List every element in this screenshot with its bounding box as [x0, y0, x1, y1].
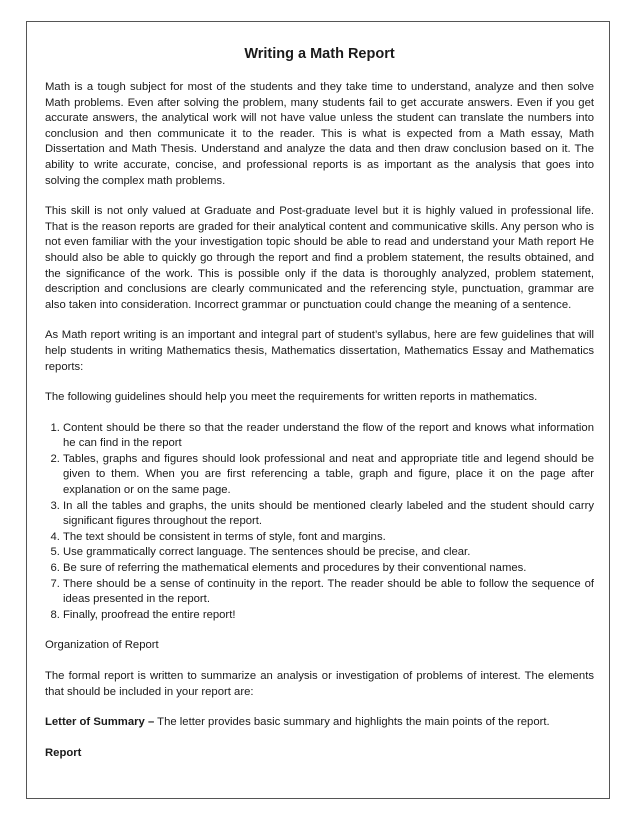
organization-text: The formal report is written to summarize an analysis or investigation of problems of interest. The elements that should be included in your report are:: [45, 670, 594, 698]
guideline-item: 6. Be sure of referring the mathematical elements and procedures by their conventional names.: [63, 561, 594, 577]
organization-heading: Organization of Report: [45, 639, 159, 652]
letter-of-summary-label: Letter of Summary –: [45, 716, 155, 729]
guidelines-list: [45, 421, 594, 624]
letter-of-summary-text: The letter provides basic summary and highlights the main points of the report.: [154, 716, 550, 729]
paragraph-guidelines-intro: The following guidelines should help you meet the requirements for written reports in mathematics.: [45, 391, 538, 404]
guideline-item: 7. There should be a sense of continuity in the report. The reader should be able to follow the sequence of ideas presented in the report.: [63, 577, 594, 608]
document-content: [45, 44, 594, 776]
guideline-item: 3. In all the tables and graphs, the units should be mentioned clearly labeled and the student should carry significant figures throughout the report.: [63, 499, 594, 530]
report-heading: Report: [45, 746, 82, 759]
guideline-item: 8. Finally, proofread the entire report!: [63, 608, 594, 624]
document-title: Writing a Math Report: [244, 46, 395, 62]
guideline-item: 4. The text should be consistent in terms of style, font and margins.: [63, 530, 594, 546]
letter-of-summary: [45, 715, 594, 731]
guideline-item: 5. Use grammatically correct language. The sentences should be precise, and clear.: [63, 545, 594, 561]
guideline-item: 1. Content should be there so that the reader understand the flow of the report and knows what information he can find in the report: [63, 421, 594, 452]
paragraph-skill: This skill is not only valued at Graduate and Post-graduate level but it is highly valued in professional life. That is the reason reports are graded for their analytical content and communicative skills. Any person who is not even familiar with the your investigation topic should be able to read and understand your Math report He should also be able to quickly go through the report and find a problem statement, the results obtained, and the significance of the work. This is possible only if the data is thoroughly analyzed, problem statement, description and conclusions are clearly communicated and the referencing style, punctuation, grammar are also taken into consideration. Incorrect grammar or punctuation could change the meaning of a sentence.: [45, 205, 594, 311]
paragraph-intro: Math is a tough subject for most of the students and they take time to understand, analyze and then solve Math problems. Even after solving the problem, many students fail to get accurate answers. Even if you get accurate answers, the analytical work will not have value unless the student can translate the numbers into conclusion and then communicate it to the reader. This is what is expected from a Math essay, Math Dissertation and Math Thesis. Understand and analyze the data and then draw conclusion based on it. The ability to write accurate, concise, and professional reports is as important as the analysis that goes into solving the complex math problems.: [45, 81, 594, 187]
guideline-item: 2. Tables, graphs and figures should look professional and neat and appropriate title and legend should be given to them. When you are first referencing a table, graph and figure, place it on the page after explanation or on the same page.: [63, 452, 594, 499]
paragraph-syllabus: As Math report writing is an important and integral part of student’s syllabus, here are few guidelines that will help students in writing Mathematics thesis, Mathematics dissertation, Mathematics Essay and Mathematics reports:: [45, 329, 594, 373]
